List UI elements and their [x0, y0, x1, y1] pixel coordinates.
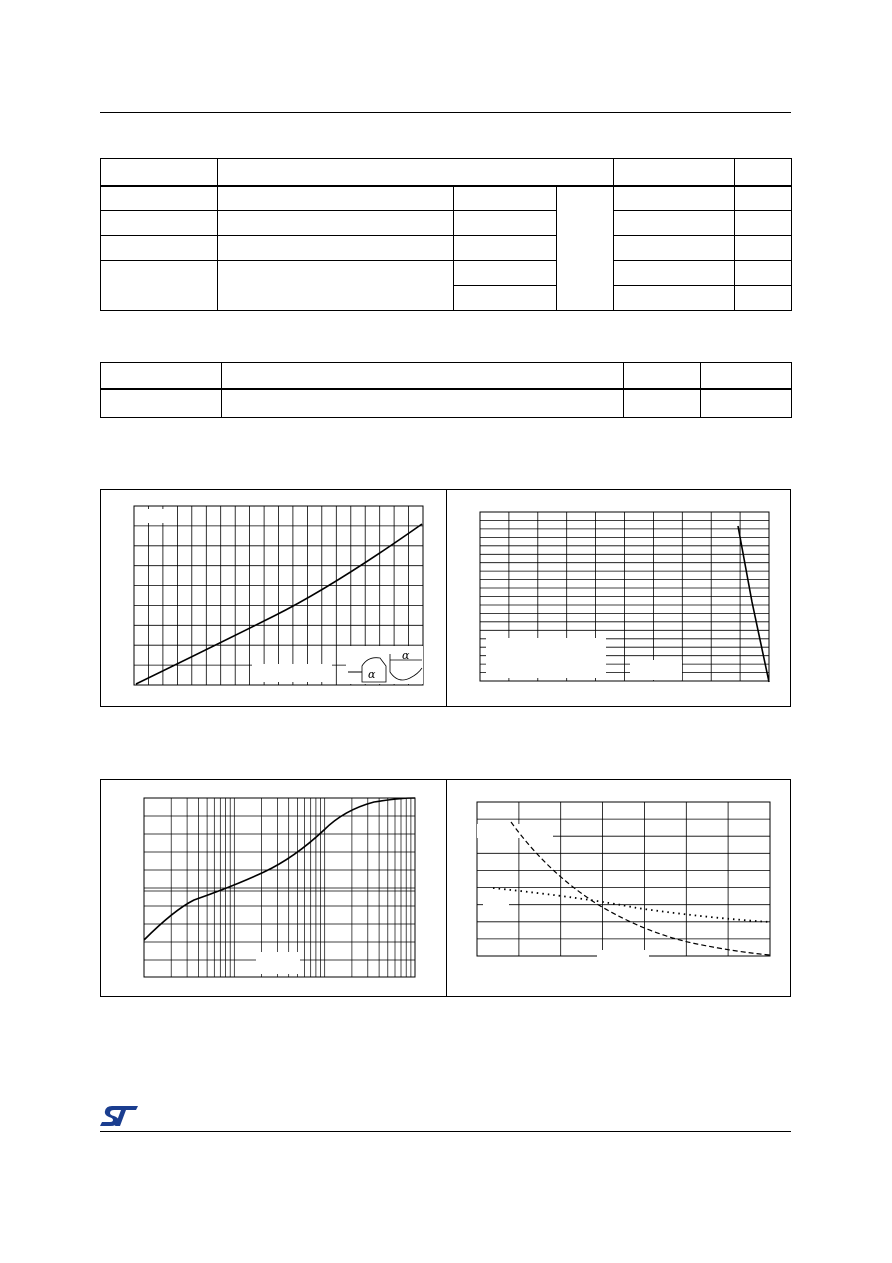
header-cell [101, 363, 222, 389]
table-cell [222, 389, 624, 418]
table-cell [101, 236, 218, 261]
table-row [101, 261, 792, 286]
table-cell [735, 186, 792, 211]
table-header-row [101, 159, 792, 186]
series-line [144, 798, 415, 940]
figure-3-chart [144, 798, 416, 978]
label-mask [256, 952, 300, 974]
table-cell [218, 211, 454, 236]
table-cell [735, 261, 792, 286]
table-cell [101, 261, 218, 311]
table-cell-merged [557, 186, 614, 311]
figure-1-chart [134, 506, 424, 686]
table-cell [614, 236, 735, 261]
table-cell [454, 186, 557, 211]
plot-frame [144, 798, 415, 977]
label-mask [477, 824, 553, 838]
header-cell [735, 159, 792, 186]
header-cell [218, 159, 614, 186]
label-mask [486, 638, 606, 678]
header-cell [101, 159, 218, 186]
table-cell [614, 211, 735, 236]
footer-rule [100, 1131, 791, 1132]
table-cell [624, 389, 701, 418]
alpha-symbol: α [402, 649, 410, 662]
table-cell [101, 389, 222, 418]
table-cell [454, 236, 557, 261]
table-cell [218, 261, 454, 311]
table-cell [614, 186, 735, 211]
table-cell [735, 286, 792, 311]
header-cell [624, 363, 701, 389]
alpha-symbol: α [368, 668, 376, 681]
label-mask [252, 664, 332, 682]
table-row [101, 236, 792, 261]
table-cell [101, 211, 218, 236]
table-cell [701, 389, 792, 418]
ratings-table [100, 158, 792, 311]
label-mask [597, 950, 649, 968]
table-cell [614, 261, 735, 286]
table-cell [454, 211, 557, 236]
table-cell [101, 186, 218, 211]
table-row [101, 211, 792, 236]
table-cell [454, 261, 557, 286]
table-cell [614, 286, 735, 311]
panel-divider [446, 780, 447, 996]
table-cell [735, 236, 792, 261]
table-header-row [101, 363, 792, 389]
table-row [101, 389, 792, 418]
table-cell [218, 186, 454, 211]
label-mask [630, 660, 682, 680]
header-rule [100, 112, 791, 113]
header-cell [222, 363, 624, 389]
inset-icon [346, 646, 423, 684]
panel-divider [446, 490, 447, 706]
thermal-table [100, 362, 792, 418]
header-cell [701, 363, 792, 389]
header-cell [614, 159, 735, 186]
table-cell [454, 286, 557, 311]
figure-4-chart [477, 802, 771, 970]
table-cell [735, 211, 792, 236]
series-line [738, 526, 769, 682]
figure-2-chart [480, 512, 770, 682]
series-dashed [511, 822, 770, 955]
table-row [101, 186, 792, 211]
label-mask [483, 898, 509, 910]
st-logo-mark [100, 1106, 138, 1126]
table-cell [218, 236, 454, 261]
st-logo [100, 1104, 140, 1128]
grid [144, 798, 415, 977]
label-mask [137, 509, 177, 523]
